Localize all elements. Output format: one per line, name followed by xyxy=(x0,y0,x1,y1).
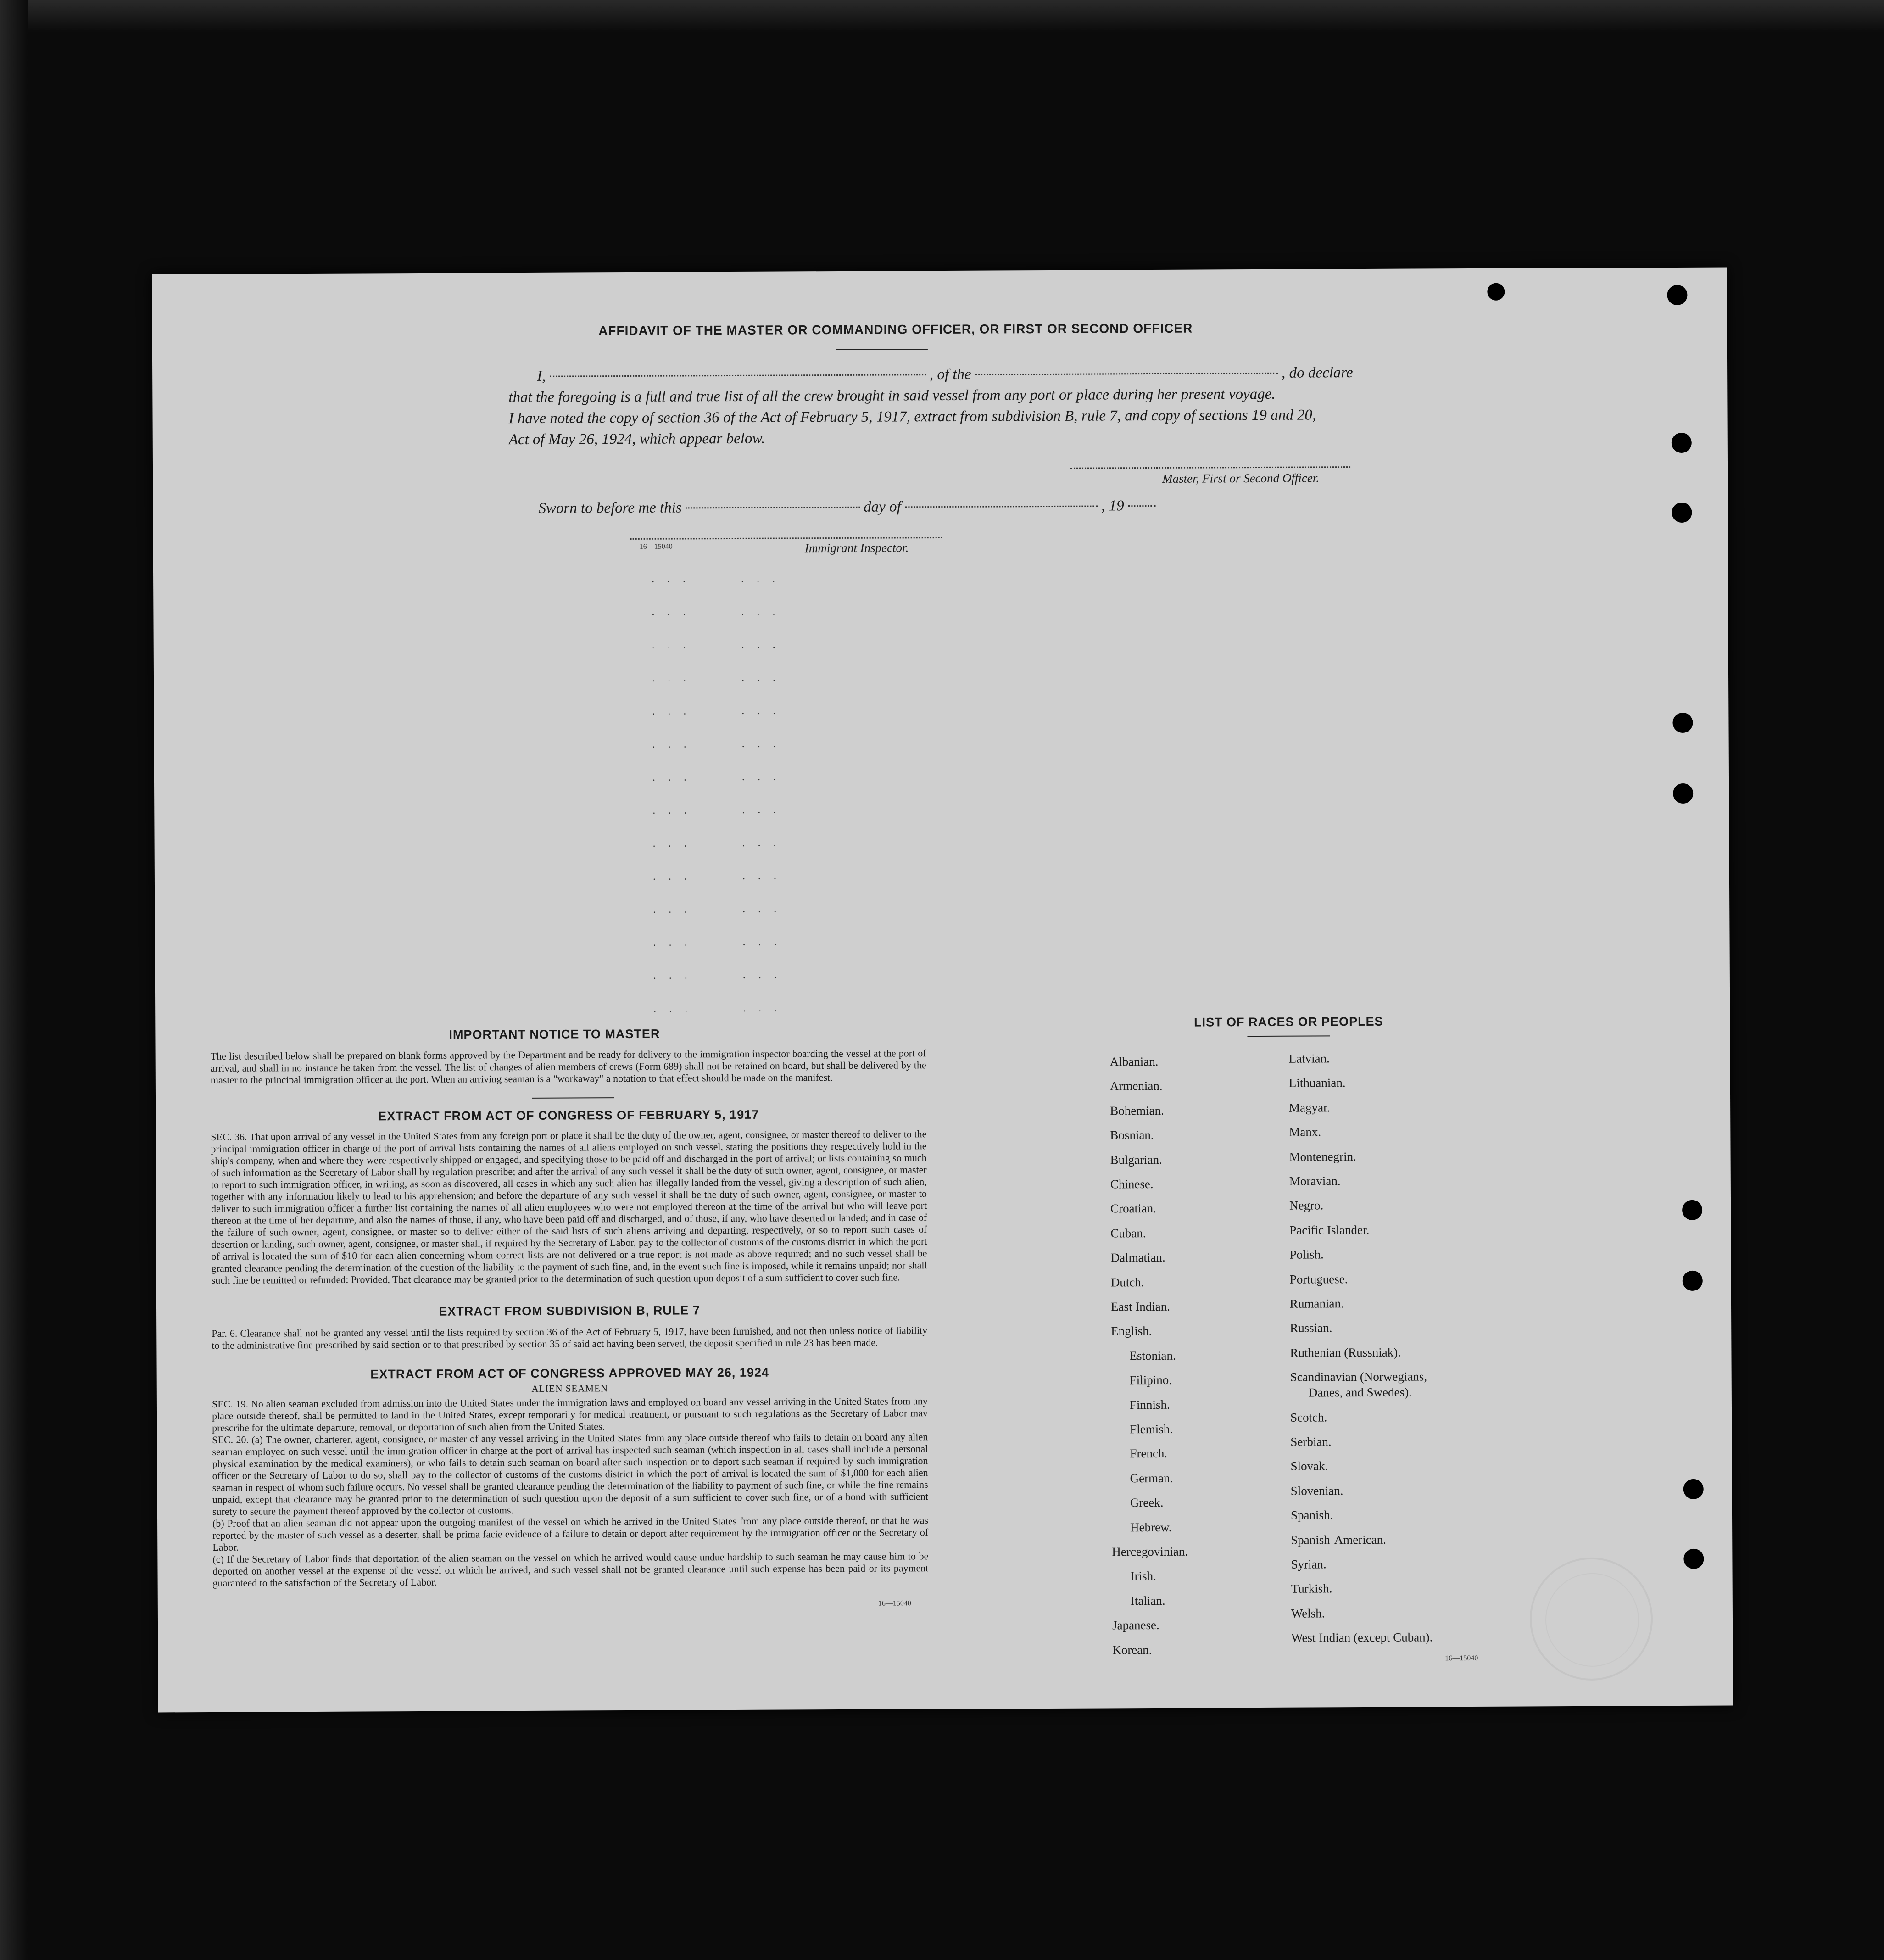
sworn-year-blank[interactable] xyxy=(1128,505,1155,507)
binder-hole-icon xyxy=(1487,283,1505,301)
affidavit-line-2: that the foregoing is a full and true list of all the crew brought in said vessel from any port or place during her present voyage. xyxy=(508,385,1276,406)
race-item: Lithuanian. xyxy=(1288,1076,1346,1090)
extract-1917-title: EXTRACT FROM ACT OF CONGRESS OF FEBRUARY 5, 1917 xyxy=(378,1107,759,1123)
race-item: Armenian. xyxy=(1109,1079,1163,1093)
scan-border-left xyxy=(0,0,28,1960)
race-item: Slovak. xyxy=(1290,1459,1328,1474)
race-item: Dutch. xyxy=(1110,1275,1144,1289)
affidavit-title: AFFIDAVIT OF THE MASTER OR COMMANDING OFFICER, OR FIRST OR SECOND OFFICER xyxy=(598,321,1193,338)
race-item: Serbian. xyxy=(1290,1435,1332,1449)
scan-border-top xyxy=(0,0,1884,32)
races-title: LIST OF RACES OR PEOPLES xyxy=(1193,1014,1383,1029)
vessel-blank[interactable] xyxy=(975,373,1278,375)
race-item: Scandinavian (Norwegians, xyxy=(1290,1369,1427,1384)
race-item: Portuguese. xyxy=(1289,1272,1348,1286)
race-item: Irish. xyxy=(1130,1569,1156,1583)
race-item: Latvian. xyxy=(1288,1051,1330,1066)
sec-20c-text: (c) If the Secretary of Labor finds that deportation of the alien seaman on the vessel on which he arrived would cause undue hardship to such seaman he may cause him to be deported on another vessel at the expense of the vessel on which he arrived, and such vessel shall not be granted clearance until such expense has been paid or its payment guaranteed to the satisfaction of the Secretary of Labor. xyxy=(212,1550,929,1589)
title-underline xyxy=(836,349,928,350)
sec-20b-text: (b) Proof that an alien seaman did not appear upon the outgoing manifest of the vessel on which he arrived in the United States from any place outside thereof, or that he was reported by the master of such vessel as a deserter, shall be prima facie evidence of a failure to detain or deport after requirement by the immigration officer or the Secretary of Labor. xyxy=(212,1514,929,1553)
extract-1924-text xyxy=(212,1395,929,1589)
race-item: Finnish. xyxy=(1129,1397,1170,1412)
binder-hole-icon xyxy=(1682,1200,1702,1220)
affidavit-i: I, xyxy=(537,368,546,385)
race-item: French. xyxy=(1130,1446,1168,1461)
race-item: Scotch. xyxy=(1290,1410,1327,1424)
race-item: West Indian (except Cuban). xyxy=(1291,1630,1433,1645)
race-item: Estonian. xyxy=(1129,1348,1176,1363)
race-item: Spanish. xyxy=(1290,1508,1333,1522)
embossed-seal xyxy=(1529,1557,1653,1681)
affidavit-line-1 xyxy=(537,364,1353,385)
affidavit-line-3: I have noted the copy of section 36 of the Act of February 5, 1917, extract from subdivision B, rule 7, and copy of sections 19 and 20, xyxy=(508,407,1316,427)
extract-1924-title: EXTRACT FROM ACT OF CONGRESS APPROVED MAY 26, 1924 xyxy=(370,1365,769,1381)
race-item: Turkish. xyxy=(1291,1581,1332,1596)
extract-1917-text: SEC. 36. That upon arrival of any vessel in the United States from any foreign port or place it shall be the duty of the owner, agent, consignee, or master thereof to deliver to the principal immigration officer in charge of the port of arrival lists containing the names of all aliens employed on such vessel, stating the positions they respectively hold in the ship's company, when and where they were respectively shipped or engaged, and specifying those to be paid off and discharged in the port of arrival; or lists containing so much of such information as the Secretary of Labor shall by regulation prescribe; and after the arrival of any such vessel it shall be the duty of such owner, agent, consignee, or master to report to such immigration officer, in writing, as soon as discovered, all cases in which any such alien has illegally landed from the vessel, giving a description of such alien, together with any information likely to lead to his apprehension; and before the departure of any such vessel it shall be the duty of such owner, agent, consignee, or master to deliver to such immigration officer a further list containing the names of all alien employees who were not employed thereon at the time of the arrival but who will leave port thereon at the time of her departure, and also the names of those, if any, who have been paid off and discharged, and of those, if any, who have deserted or landed; and in case of the failure of such owner, agent, consignee, or master so to deliver either of the said lists of such aliens arriving and departing, respectively, or so to report such cases of desertion or landing, such owner, agent, consignee, or master shall, if required by the Secretary of Labor, pay to the collector of customs of the customs district in which the port of arrival is located the sum of $10 for each alien concerning whom correct lists are not delivered or a true report is not made as above required; and no such vessel shall be granted clearance pending the determination of the question of the liability to the payment of such fine, and, in the event such fine is imposed, while it remains unpaid; nor shall such fine be remitted or refunded: Provided, That clearance may be granted prior to the determination of such question upon deposit of a sum sufficient to cover such fine. xyxy=(211,1128,927,1286)
affidavit-declare: , do declare xyxy=(1282,364,1353,381)
race-item: Moravian. xyxy=(1289,1174,1341,1188)
race-item: Manx. xyxy=(1289,1125,1321,1139)
form-number: 16—15040 xyxy=(1445,1654,1478,1663)
race-item: Spanish-American. xyxy=(1291,1532,1387,1547)
sworn-label: Sworn to before me this xyxy=(538,499,682,517)
binder-hole-icon xyxy=(1672,503,1692,523)
race-item: English. xyxy=(1111,1324,1152,1338)
race-item: Magyar. xyxy=(1289,1100,1330,1115)
race-item: Chinese. xyxy=(1110,1177,1154,1191)
notice-divider xyxy=(532,1097,614,1099)
race-item: Filipino. xyxy=(1129,1373,1172,1387)
race-item: Japanese. xyxy=(1112,1618,1159,1632)
race-item: Flemish. xyxy=(1130,1422,1173,1436)
race-item: Italian. xyxy=(1130,1593,1165,1608)
race-item: Hercegovinian. xyxy=(1112,1544,1188,1559)
inspector-label: Immigrant Inspector. xyxy=(804,541,909,555)
affidavit-of-the: , of the xyxy=(929,366,971,383)
year-label: , 19 xyxy=(1101,497,1124,514)
race-item: Croatian. xyxy=(1110,1201,1156,1216)
sworn-month-blank[interactable] xyxy=(905,506,1098,508)
affidavit-line-4: Act of May 26, 1924, which appear below. xyxy=(508,430,765,448)
race-item: Bulgarian. xyxy=(1110,1152,1162,1167)
day-of-label: day of xyxy=(864,498,901,515)
race-item: Slovenian. xyxy=(1290,1483,1343,1498)
notice-text: The list described below shall be prepared on blank forms approved by the Department and be ready for delivery to the immigration inspector boarding the vessel at the port of arrival, and shall in no instance be taken from the vessel. The list of changes of alien members of crews (Form 689) shall not be retained on board, but shall be delivered by the master to the principal immigration officer at the port. When an arriving seaman is a "workaway" a notation to that effect should be made on the manifest. xyxy=(210,1047,926,1086)
binder-hole-icon xyxy=(1672,433,1692,453)
signature-label: Master, First or Second Officer. xyxy=(1162,471,1320,486)
race-item: Russian. xyxy=(1290,1321,1332,1335)
race-item: Danes, and Swedes). xyxy=(1308,1385,1412,1400)
binder-hole-icon xyxy=(1683,1549,1704,1569)
alien-seamen-subtitle: ALIEN SEAMEN xyxy=(531,1383,608,1394)
race-item: Cuban. xyxy=(1110,1226,1146,1240)
inspector-signature-line[interactable] xyxy=(630,537,942,540)
bleed-through-marks: · · · · · · · · · · · · · · · · · · · · · · · · · · · · · · · · · · · · · · · · · · xyxy=(651,576,693,1018)
binder-hole-icon xyxy=(1683,1479,1704,1499)
race-item: Albanian. xyxy=(1109,1054,1159,1069)
bleed-through-marks: · · · · · · · · · · · · · · · · · · · · · · · · · · · · · · · · · · · · · · · · · · xyxy=(741,575,782,1017)
race-item: Polish. xyxy=(1289,1247,1324,1262)
form-number: 16—15040 xyxy=(639,542,673,551)
notice-title: IMPORTANT NOTICE TO MASTER xyxy=(449,1027,660,1042)
binder-hole-icon xyxy=(1672,713,1693,733)
manifest-back-page xyxy=(152,268,1733,1713)
race-item: Rumanian. xyxy=(1289,1296,1344,1311)
race-item: Hebrew. xyxy=(1130,1520,1172,1534)
binder-hole-icon xyxy=(1673,783,1693,804)
race-item: Ruthenian (Russniak). xyxy=(1290,1345,1401,1360)
race-item: Korean. xyxy=(1112,1642,1152,1657)
form-number: 16—15040 xyxy=(878,1599,911,1608)
race-item: Greek. xyxy=(1130,1496,1164,1510)
rule-7-text: Par. 6. Clearance shall not be granted any vessel until the lists required by section 36 of the Act of February 5, 1917, have been furnished, and not then unless notice of liability to the administrative fine prescribed by said section or to that prescribed by section 35 of said act having been served, the deposit specified in rule 23 has been made. xyxy=(212,1324,928,1351)
race-item: German. xyxy=(1130,1471,1173,1485)
binder-hole-icon xyxy=(1683,1271,1703,1291)
sworn-day-blank[interactable] xyxy=(686,507,860,509)
race-item: Negro. xyxy=(1289,1198,1324,1213)
signature-line[interactable] xyxy=(1070,466,1350,469)
race-item: Dalmatian. xyxy=(1110,1251,1165,1265)
sworn-line xyxy=(538,497,1155,517)
binder-hole-icon xyxy=(1667,285,1687,305)
race-item: Montenegrin. xyxy=(1289,1149,1356,1164)
race-item: Bohemian. xyxy=(1110,1103,1164,1118)
race-item: East Indian. xyxy=(1110,1299,1171,1314)
name-blank[interactable] xyxy=(550,374,926,377)
race-item: Pacific Islander. xyxy=(1289,1223,1370,1237)
sec-19-text: SEC. 19. No alien seaman excluded from admission into the United States under the immigration laws and employed on board any vessel arriving in the United States from any place outside thereof, shall be permitted to land in the United States, except temporarily for medical treatment, or pursuant to such regulations as the Secretary of Labor may prescribe for the ultimate departure, removal, or deportation of such alien from the United States. xyxy=(212,1395,928,1434)
race-item: Syrian. xyxy=(1291,1557,1327,1571)
race-item: Bosnian. xyxy=(1110,1128,1154,1142)
race-item: Welsh. xyxy=(1291,1606,1325,1620)
sec-20a-text: SEC. 20. (a) The owner, charterer, agent, consignee, or master of any vessel arriving in the United States from any place outside thereof who fails to detain on board any alien seaman employed on such vessel until the immigration officer in charge at the port of arrival has inspected such seaman (which inspection in all cases shall include a personal physical examination by the medical examiners), or who fails to detain such seaman on board after such inspection or to deport such seaman if required by such immigration officer or the Secretary of Labor to do so, shall pay to the collector of customs of the customs district in which the port of arrival is located the sum of $1,000 for each alien seaman in respect of whom such failure occurs. No vessel shall be granted clearance pending the determination of the liability to payment of such fine, or while the fine remains unpaid, except that clearance may be granted prior to the determination of such question upon the deposit of a sum sufficient to cover such fine, or of a bond with sufficient surety to secure the payment thereof approved by the collector of customs. xyxy=(212,1431,928,1517)
races-underline xyxy=(1247,1035,1330,1037)
rule-7-title: EXTRACT FROM SUBDIVISION B, RULE 7 xyxy=(439,1303,700,1318)
